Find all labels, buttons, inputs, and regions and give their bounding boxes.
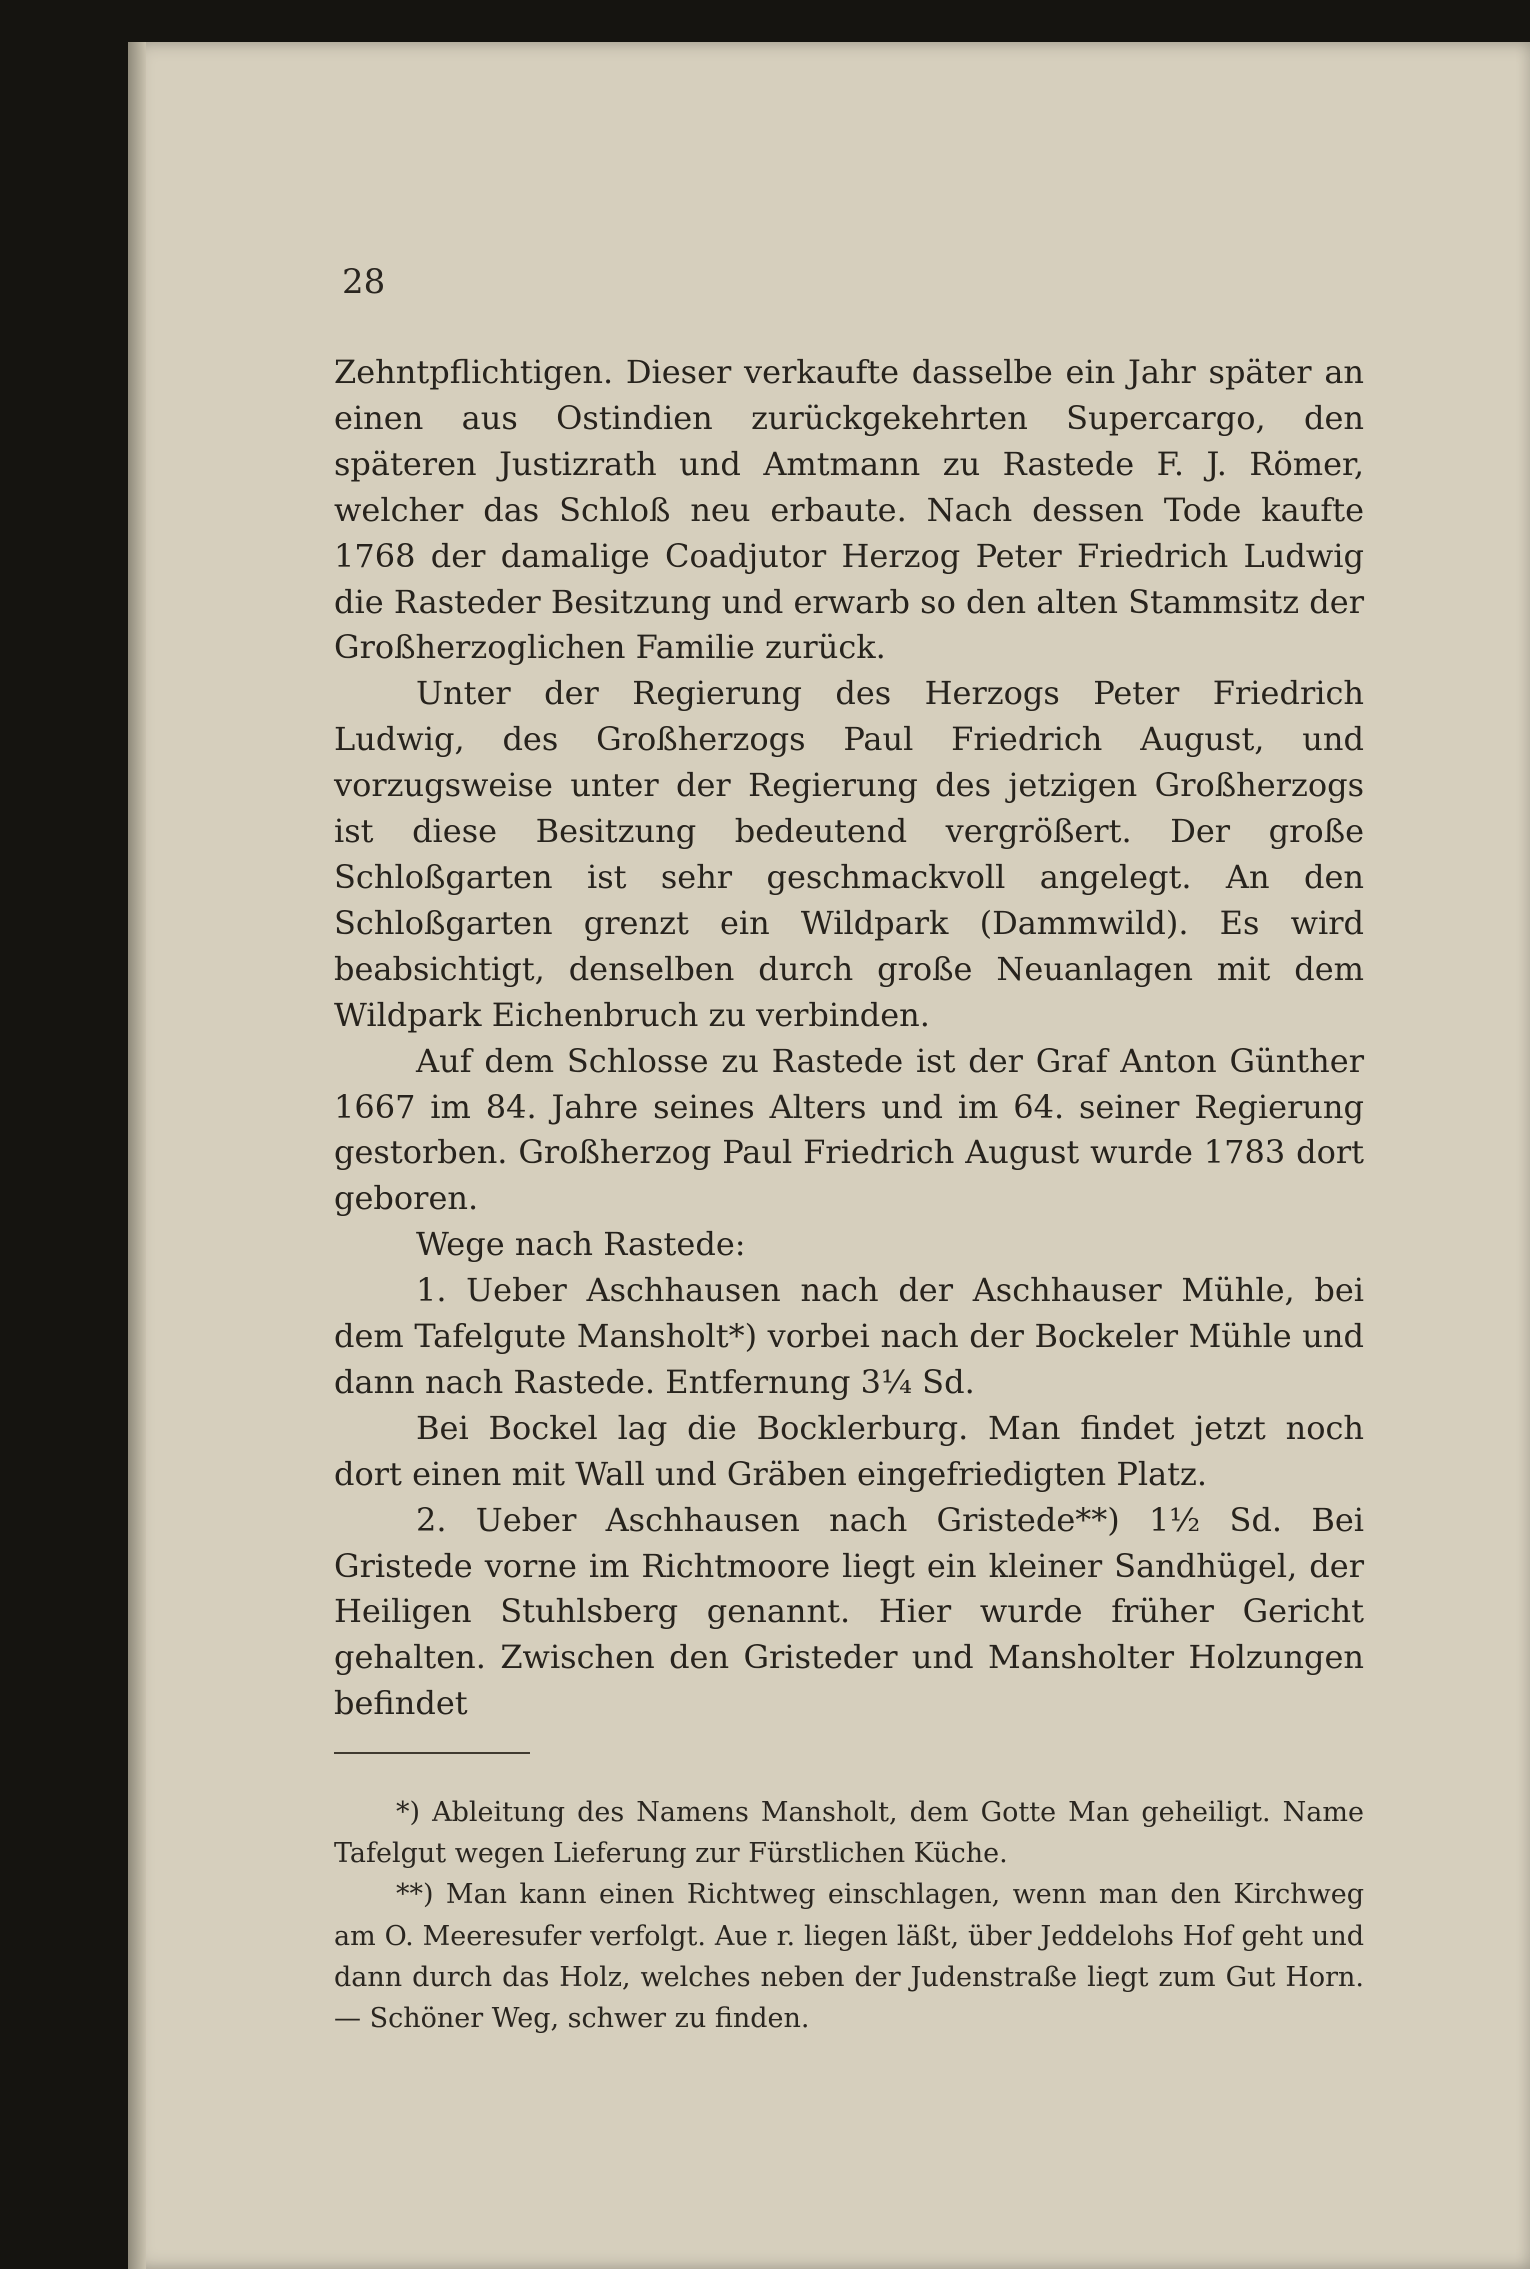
paragraph: Unter der Regierung des Herzogs Peter Friedrich Ludwig, des Großherzogs Paul Friedrich August, und vorzugsweise unter der Regierung des jetzigen Großherzogs ist diese Besitzung bedeutend vergrößert. Der große Schloßgarten ist sehr geschmackvoll angelegt. An den Schloßgarten grenzt ein Wildpark (Dammwild). Es wird beabsichtigt, denselben durch große Neuanlagen mit dem Wildpark Eichenbruch zu verbinden. — [334, 674, 1364, 1034]
footnotes — [334, 1792, 1364, 2039]
page-binding-edge — [128, 42, 146, 2269]
footnote: **) Man kann einen Richtweg einschlagen, wenn man den Kirchweg am O. Meeresufer verfolgt. Aue r. liegen läßt, über Jeddelohs Hof geht und dann durch das Holz, welches neben der Judenstraße liegt zum Gut Horn. — Schöner Weg, schwer zu finden. — [334, 1879, 1364, 2035]
paragraph: Bei Bockel lag die Bocklerburg. Man findet jetzt noch dort einen mit Wall und Gräben eingefriedigten Platz. — [334, 1408, 1364, 1493]
footnote-divider — [334, 1752, 530, 1754]
footnote: *) Ableitung des Namens Mansholt, dem Gotte Man geheiligt. Name Tafelgut wegen Lieferung zur Fürstlichen Küche. — [334, 1797, 1364, 1870]
paragraph: 1. Ueber Aschhausen nach der Aschhauser Mühle, bei dem Tafelgute Mansholt*) vorbei nach der Bockeler Mühle und dann nach Rastede. Entfernung 3¼ Sd. — [334, 1271, 1364, 1401]
paragraph: Auf dem Schlosse zu Rastede ist der Graf Anton Günther 1667 im 84. Jahre seines Alters und im 64. seiner Regierung gestorben. Großherzog Paul Friedrich August wurde 1783 dort geboren. — [334, 1041, 1364, 1218]
paragraph: Wege nach Rastede: — [416, 1225, 746, 1264]
paragraph: Zehntpflichtigen. Dieser verkaufte dasselbe ein Jahr später an einen aus Ostindien zurückgekehrten Supercargo, den späteren Justizrath und Amtmann zu Rastede F. J. Römer, welcher das Schloß neu erbaute. Nach dessen Tode kaufte 1768 der damalige Coadjutor Herzog Peter Friedrich Ludwig die Rasteder Besitzung und erwarb so den alten Stammsitz der Großherzoglichen Familie zurück. — [334, 353, 1364, 667]
page-number: 28 — [342, 262, 386, 302]
paragraph: 2. Ueber Aschhausen nach Gristede**) 1½ Sd. Bei Gristede vorne im Richtmoore liegt ein kleiner Sandhügel, der Heiligen Stuhlsberg genannt. Hier wurde früher Gericht gehalten. Zwischen den Gristeder und Mansholter Holzungen befindet — [334, 1500, 1364, 1723]
main-text — [334, 350, 1364, 1727]
